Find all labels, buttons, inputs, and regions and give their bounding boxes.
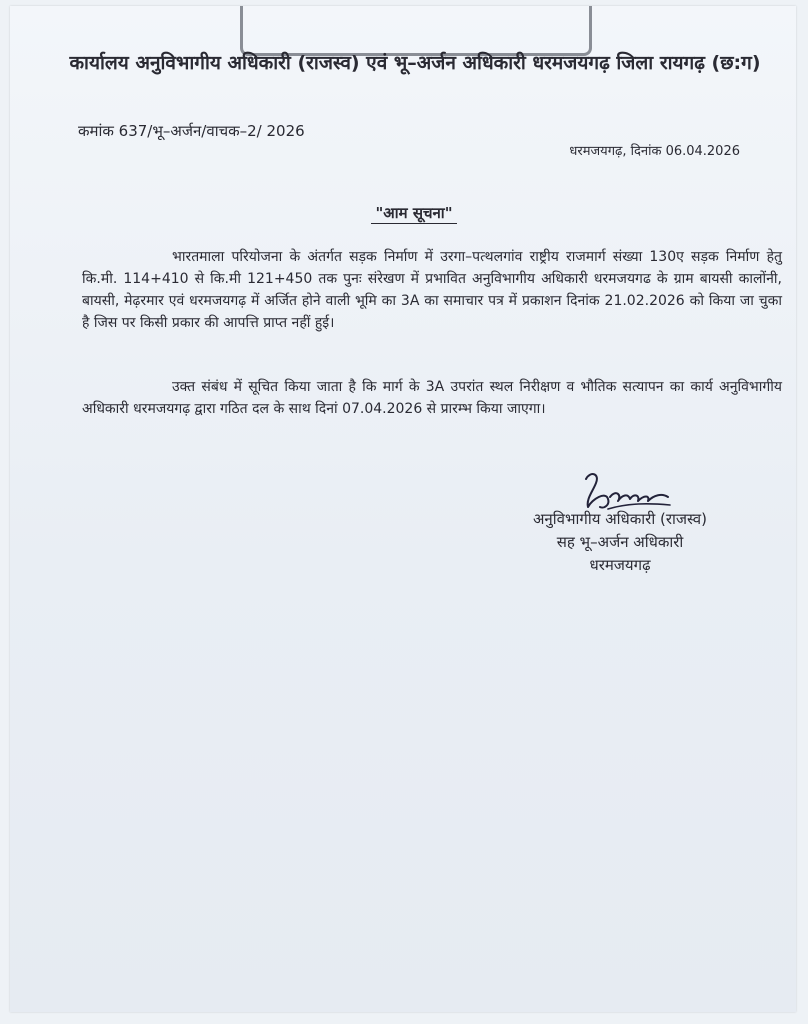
signature-place: धरमजयगढ़ (589, 556, 651, 574)
place-date: धरमजयगढ़, दिनांक 06.04.2026 (569, 144, 740, 159)
reference-number: कमांक 637/भू–अर्जन/वाचक–2/ 2026 (78, 122, 305, 140)
paper-clip (240, 6, 592, 56)
paragraph-2: उक्त संबंध में सूचित किया जाता है कि मार्ग के 3A उपरांत स्थल निरीक्षण व भौतिक सत्यापन का कार्य अनुविभागीय अधिकारी धरमजयगढ़ द्वारा गठित दल के साथ दिनां 07.04.2026 से प्रारम्भ किया जाएगा। (82, 379, 782, 417)
signature-designation: अनुविभागीय अधिकारी (राजस्व) (532, 510, 708, 528)
office-header: कार्यालय अनुविभागीय अधिकारी (राजस्व) एवं भू–अर्जन अधिकारी धरमजयगढ़ जिला रायगढ़ (छ:ग) (69, 52, 761, 74)
notice-title: "आम सूचना" (10, 203, 808, 223)
document-page (10, 6, 796, 1012)
paragraph-1: भारतमाला परियोजना के अंतर्गत सड़क निर्माण में उरगा–पत्थलगांव राष्ट्रीय राजमार्ग संख्या 130ए सड़क निर्माण हेतु कि.मी. 114+410 से कि.मी 121+450 तक पुनः संरेखण में प्रभावित अनुविभागीय अधिकारी धरमजयगढ के ग्राम बायसी कालोंनी, बायसी, मेढ़रमार एवं धरमजयगढ़ में अर्जित होने वाली भूमि का 3A का समाचार पत्र में प्रकाशन दिनांक 21.02.2026 को किया जा चुका है जिस पर किसी प्रकार की आपत्ति प्राप्त नहीं हुई। (82, 249, 782, 331)
signature-block (500, 508, 740, 577)
signature-subdesignation: सह भू–अर्जन अधिकारी (556, 533, 684, 551)
